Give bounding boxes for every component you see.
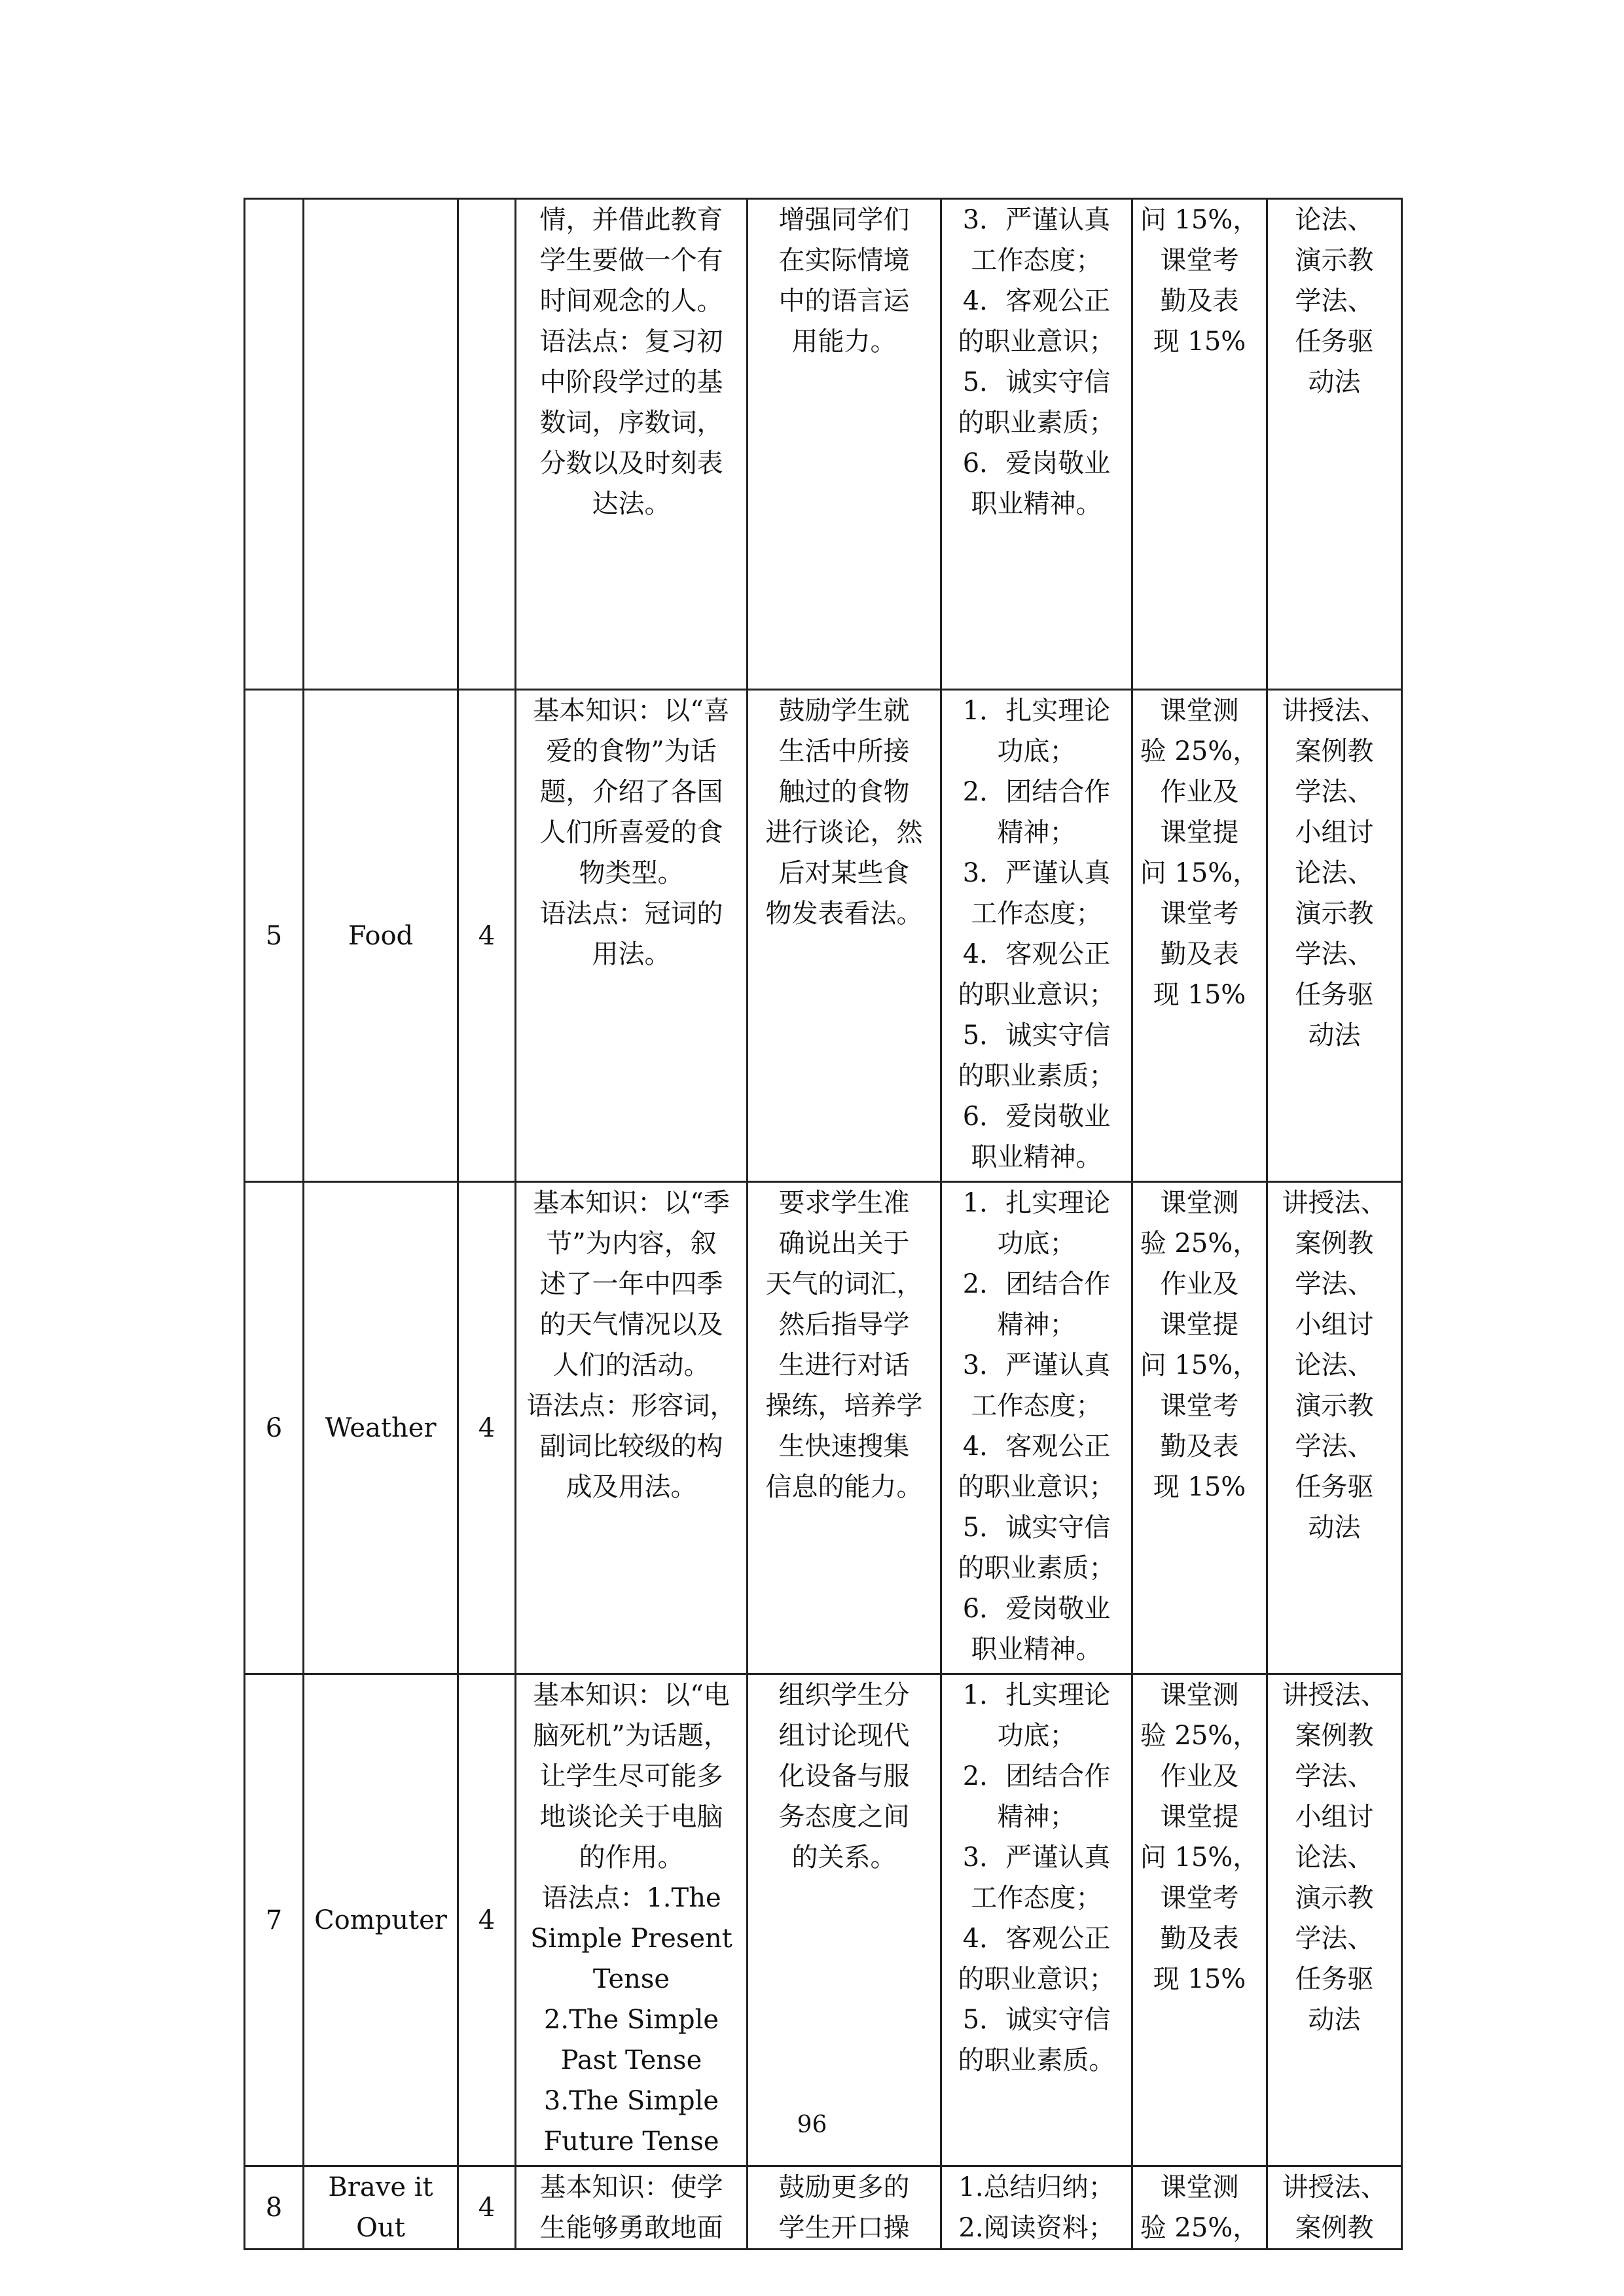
cell-line: 语法点：复习初 — [539, 327, 723, 357]
cell-line: 学生开口操 — [778, 2213, 910, 2243]
cell-line: 基本知识：以“季 — [533, 1188, 730, 1218]
course-schedule-table — [244, 198, 1403, 2250]
cell-line: 1．扎实理论 — [962, 696, 1111, 726]
cell-line: 作业及 — [1160, 777, 1239, 807]
cell-assessment — [1132, 690, 1267, 1182]
cell-ideology — [941, 1182, 1132, 1674]
cell-line: 信息的能力。 — [765, 1472, 923, 1502]
cell-line: 的职业素质； — [958, 408, 1115, 438]
cell-line: 分数以及时刻表 — [539, 448, 723, 478]
cell-line: 精神； — [997, 1310, 1076, 1340]
cell-line: 的作用。 — [579, 1842, 684, 1873]
cell-line: 课堂测 — [1160, 1188, 1239, 1218]
cell-method — [1267, 2166, 1402, 2250]
cell-line: 验 25%， — [1140, 736, 1259, 766]
cell-line: 中阶段学过的基 — [539, 367, 723, 397]
table-row — [245, 690, 1402, 1182]
cell-line: 鼓励学生就 — [778, 696, 910, 726]
cell-line: 6．爱岗敬业 — [962, 1102, 1111, 1132]
cell-line: 数词，序数词， — [539, 408, 723, 438]
cell-hours: 4 — [458, 2166, 516, 2250]
cell-line: 课堂提 — [1160, 1802, 1239, 1832]
cell-topic — [304, 1182, 458, 1674]
cell-line: 务态度之间 — [778, 1802, 910, 1832]
cell-assessment — [1132, 199, 1267, 690]
page-number: 96 — [797, 2111, 827, 2138]
cell-line: 基本知识：以“电 — [533, 1680, 730, 1710]
cell-assessment — [1132, 1674, 1267, 2166]
cell-line: Weather — [325, 1412, 437, 1443]
cell-line: 验 25%， — [1140, 2213, 1259, 2243]
cell-line: 的天气情况以及 — [539, 1310, 723, 1340]
cell-line: 讲授法、 — [1282, 696, 1387, 726]
cell-line: 勤及表 — [1160, 1431, 1239, 1462]
cell-line: 任务驱 — [1295, 1964, 1374, 1994]
cell-topic — [304, 690, 458, 1182]
cell-line: 5．诚实守信 — [962, 367, 1111, 397]
cell-line: 在实际情境 — [778, 245, 910, 276]
cell-line: 成及用法。 — [566, 1472, 697, 1502]
cell-line: 学法、 — [1295, 777, 1374, 807]
cell-line: 职业精神。 — [971, 1142, 1102, 1172]
cell-line: 小组讨 — [1295, 1310, 1374, 1340]
cell-activity — [748, 690, 941, 1182]
cell-line: 论法、 — [1295, 1350, 1374, 1380]
cell-assessment — [1132, 2166, 1267, 2250]
cell-line: 演示教 — [1295, 1883, 1374, 1913]
cell-activity — [748, 1674, 941, 2166]
cell-line: 的职业意识； — [958, 1472, 1115, 1502]
cell-line: 4．客观公正 — [962, 1431, 1111, 1462]
cell-line: 职业精神。 — [971, 1634, 1102, 1664]
cell-line: 确说出关于 — [778, 1229, 910, 1259]
cell-line: 5．诚实守信 — [962, 1020, 1111, 1050]
cell-line: 语法点：冠词的 — [539, 899, 723, 929]
cell-line: 作业及 — [1160, 1269, 1239, 1299]
cell-line: 工作态度； — [971, 899, 1102, 929]
cell-line: 精神； — [997, 1802, 1076, 1832]
cell-line: 任务驱 — [1295, 1472, 1374, 1502]
cell-ideology — [941, 690, 1132, 1182]
cell-line: 3．严谨认真 — [962, 1842, 1111, 1873]
cell-line: 2．团结合作 — [962, 1761, 1111, 1791]
cell-line: Future Tense — [543, 2126, 719, 2157]
cell-line: 课堂测 — [1160, 2172, 1239, 2202]
cell-line: 人们所喜爱的食 — [539, 817, 723, 848]
cell-line: 组讨论现代 — [778, 1721, 910, 1751]
cell-line: 地谈论关于电脑 — [539, 1802, 723, 1832]
cell-line: 案例教 — [1295, 736, 1374, 766]
cell-line: 作业及 — [1160, 1761, 1239, 1791]
cell-line: 4．客观公正 — [962, 286, 1111, 316]
cell-line: 小组讨 — [1295, 1802, 1374, 1832]
cell-line: Past Tense — [560, 2045, 702, 2075]
table-row — [245, 199, 1402, 690]
cell-method — [1267, 1182, 1402, 1674]
cell-hours — [458, 199, 516, 690]
cell-line: 学法、 — [1295, 1269, 1374, 1299]
cell-line: 学法、 — [1295, 1761, 1374, 1791]
cell-line: 题，介绍了各国 — [539, 777, 723, 807]
cell-line: 动法 — [1308, 2005, 1361, 2035]
cell-line: 6．爱岗敬业 — [962, 1594, 1111, 1624]
cell-line: 功底； — [997, 1229, 1076, 1259]
cell-line: 的关系。 — [791, 1842, 897, 1873]
cell-line: 课堂测 — [1160, 1680, 1239, 1710]
cell-line: 触过的食物 — [778, 777, 910, 807]
cell-line: 1.总结归纳； — [958, 2172, 1115, 2202]
cell-line: 生活中所接 — [778, 736, 910, 766]
cell-number: 7 — [245, 1674, 304, 2166]
cell-line: 1．扎实理论 — [962, 1680, 1111, 1710]
cell-line: 用能力。 — [791, 327, 897, 357]
cell-line: 2.The Simple — [543, 2005, 719, 2035]
cell-hours: 4 — [458, 1674, 516, 2166]
cell-line: 学法、 — [1295, 1431, 1374, 1462]
cell-line: 论法、 — [1295, 205, 1374, 235]
cell-line: 课堂考 — [1160, 1883, 1239, 1913]
cell-line: 生进行对话 — [778, 1350, 910, 1380]
cell-line: 问 15%， — [1140, 1350, 1259, 1380]
cell-line: 现 15% — [1153, 327, 1246, 357]
cell-line: 天气的词汇， — [765, 1269, 923, 1299]
cell-line: 案例教 — [1295, 1721, 1374, 1751]
cell-line: 课堂测 — [1160, 696, 1239, 726]
cell-activity — [748, 199, 941, 690]
cell-activity — [748, 1182, 941, 1674]
cell-knowledge — [516, 1182, 748, 1674]
cell-line: 基本知识：使学 — [539, 2172, 723, 2202]
cell-line: Simple Present — [530, 1924, 732, 1954]
cell-line: 2．团结合作 — [962, 777, 1111, 807]
cell-line: 语法点：1.The — [541, 1883, 721, 1913]
cell-method — [1267, 1674, 1402, 2166]
cell-line: 基本知识：以“喜 — [533, 696, 730, 726]
cell-line: 勤及表 — [1160, 286, 1239, 316]
cell-line: 用法。 — [592, 939, 671, 969]
cell-line: 功底； — [997, 736, 1076, 766]
cell-line: 的职业素质； — [958, 1553, 1115, 1583]
cell-knowledge — [516, 1674, 748, 2166]
cell-number: 6 — [245, 1182, 304, 1674]
cell-line: 现 15% — [1153, 1472, 1246, 1502]
cell-line: 工作态度； — [971, 245, 1102, 276]
cell-line: 5．诚实守信 — [962, 2005, 1111, 2035]
cell-line: 讲授法、 — [1282, 1680, 1387, 1710]
cell-line: 的职业素质。 — [958, 2045, 1115, 2075]
cell-line: 的职业意识； — [958, 327, 1115, 357]
cell-line: 学法、 — [1295, 286, 1374, 316]
cell-line: 小组讨 — [1295, 817, 1374, 848]
cell-line: 课堂提 — [1160, 1310, 1239, 1340]
cell-line: 问 15%， — [1140, 858, 1259, 888]
cell-number: 8 — [245, 2166, 304, 2250]
cell-line: 学法、 — [1295, 1924, 1374, 1954]
cell-line: 化设备与服 — [778, 1761, 910, 1791]
cell-method — [1267, 690, 1402, 1182]
cell-line: Out — [356, 2213, 405, 2243]
cell-line: 案例教 — [1295, 1229, 1374, 1259]
cell-line: 学生要做一个有 — [539, 245, 723, 276]
cell-line: 要求学生准 — [778, 1188, 910, 1218]
cell-line: 学法、 — [1295, 939, 1374, 969]
cell-line: 动法 — [1308, 1020, 1361, 1050]
table-body — [245, 199, 1402, 2250]
cell-line: 达法。 — [592, 489, 671, 519]
cell-line: 勤及表 — [1160, 939, 1239, 969]
cell-line: 验 25%， — [1140, 1229, 1259, 1259]
cell-line: 物类型。 — [579, 858, 684, 888]
cell-line: 让学生尽可能多 — [539, 1761, 723, 1791]
cell-line: 课堂考 — [1160, 1391, 1239, 1421]
cell-line: Computer — [314, 1905, 447, 1935]
cell-line: 讲授法、 — [1282, 2172, 1387, 2202]
cell-line: 脑死机”为话题， — [533, 1721, 730, 1751]
cell-line: 情，并借此教育 — [539, 205, 723, 235]
cell-line: 问 15%， — [1140, 1842, 1259, 1873]
cell-line: 演示教 — [1295, 245, 1374, 276]
cell-line: 3．严谨认真 — [962, 858, 1111, 888]
cell-line: 3．严谨认真 — [962, 1350, 1111, 1380]
cell-topic — [304, 199, 458, 690]
cell-line: Food — [348, 920, 414, 951]
table-row — [245, 1182, 1402, 1674]
cell-line: 任务驱 — [1295, 980, 1374, 1010]
cell-line: 语法点：形容词， — [526, 1391, 736, 1421]
cell-line: 案例教 — [1295, 2213, 1374, 2243]
cell-line: 6．爱岗敬业 — [962, 448, 1111, 478]
cell-line: 课堂考 — [1160, 899, 1239, 929]
cell-line: 现 15% — [1153, 980, 1246, 1010]
cell-line: 现 15% — [1153, 1964, 1246, 1994]
cell-line: 演示教 — [1295, 1391, 1374, 1421]
cell-line: 副词比较级的构 — [539, 1431, 723, 1462]
cell-line: 鼓励更多的 — [778, 2172, 910, 2202]
cell-number — [245, 199, 304, 690]
cell-ideology — [941, 2166, 1132, 2250]
cell-line: 的职业素质； — [958, 1061, 1115, 1091]
cell-topic — [304, 1674, 458, 2166]
cell-line: 功底； — [997, 1721, 1076, 1751]
cell-knowledge — [516, 2166, 748, 2250]
cell-line: 增强同学们 — [778, 205, 910, 235]
cell-line: 生能够勇敢地面 — [539, 2213, 723, 2243]
cell-line: 的职业意识； — [958, 1964, 1115, 1994]
cell-line: 验 25%， — [1140, 1721, 1259, 1751]
cell-line: Brave it — [328, 2172, 433, 2202]
cell-line: 演示教 — [1295, 899, 1374, 929]
cell-number: 5 — [245, 690, 304, 1182]
cell-line: 时间观念的人。 — [539, 286, 723, 316]
table-row — [245, 1674, 1402, 2166]
cell-line: 动法 — [1308, 1513, 1361, 1543]
cell-line: 节”为内容，叙 — [546, 1229, 717, 1259]
cell-line: 论法、 — [1295, 1842, 1374, 1873]
cell-hours: 4 — [458, 690, 516, 1182]
cell-line: 论法、 — [1295, 858, 1374, 888]
cell-line: 然后指导学 — [778, 1310, 910, 1340]
cell-line: Tense — [592, 1964, 670, 1994]
cell-line: 工作态度； — [971, 1391, 1102, 1421]
cell-line: 物发表看法。 — [765, 899, 923, 929]
cell-hours: 4 — [458, 1182, 516, 1674]
cell-line: 讲授法、 — [1282, 1188, 1387, 1218]
cell-line: 5．诚实守信 — [962, 1513, 1111, 1543]
cell-line: 爱的食物”为话 — [546, 736, 717, 766]
cell-line: 问 15%， — [1140, 205, 1259, 235]
cell-line: 课堂考 — [1160, 245, 1239, 276]
cell-line: 3．严谨认真 — [962, 205, 1111, 235]
cell-line: 操练，培养学 — [765, 1391, 923, 1421]
cell-line: 2.阅读资料； — [958, 2213, 1115, 2243]
cell-line: 3.The Simple — [543, 2086, 719, 2116]
cell-line: 课堂提 — [1160, 817, 1239, 848]
cell-knowledge — [516, 199, 748, 690]
cell-ideology — [941, 199, 1132, 690]
cell-topic — [304, 2166, 458, 2250]
cell-method — [1267, 199, 1402, 690]
cell-line: 人们的活动。 — [552, 1350, 710, 1380]
cell-line: 进行谈论，然 — [765, 817, 923, 848]
cell-ideology — [941, 1674, 1132, 2166]
cell-line: 动法 — [1308, 367, 1361, 397]
table-row — [245, 2166, 1402, 2250]
cell-line: 中的语言运 — [778, 286, 910, 316]
cell-line: 后对某些食 — [778, 858, 910, 888]
cell-line: 4．客观公正 — [962, 939, 1111, 969]
cell-assessment — [1132, 1182, 1267, 1674]
cell-line: 组织学生分 — [778, 1680, 910, 1710]
cell-line: 4．客观公正 — [962, 1924, 1111, 1954]
cell-line: 1．扎实理论 — [962, 1188, 1111, 1218]
cell-knowledge — [516, 690, 748, 1182]
cell-activity — [748, 2166, 941, 2250]
cell-line: 精神； — [997, 817, 1076, 848]
cell-line: 的职业意识； — [958, 980, 1115, 1010]
cell-line: 生快速搜集 — [778, 1431, 910, 1462]
cell-line: 述了一年中四季 — [539, 1269, 723, 1299]
cell-line: 工作态度； — [971, 1883, 1102, 1913]
cell-line: 任务驱 — [1295, 327, 1374, 357]
cell-line: 2．团结合作 — [962, 1269, 1111, 1299]
cell-line: 职业精神。 — [971, 489, 1102, 519]
cell-line: 勤及表 — [1160, 1924, 1239, 1954]
